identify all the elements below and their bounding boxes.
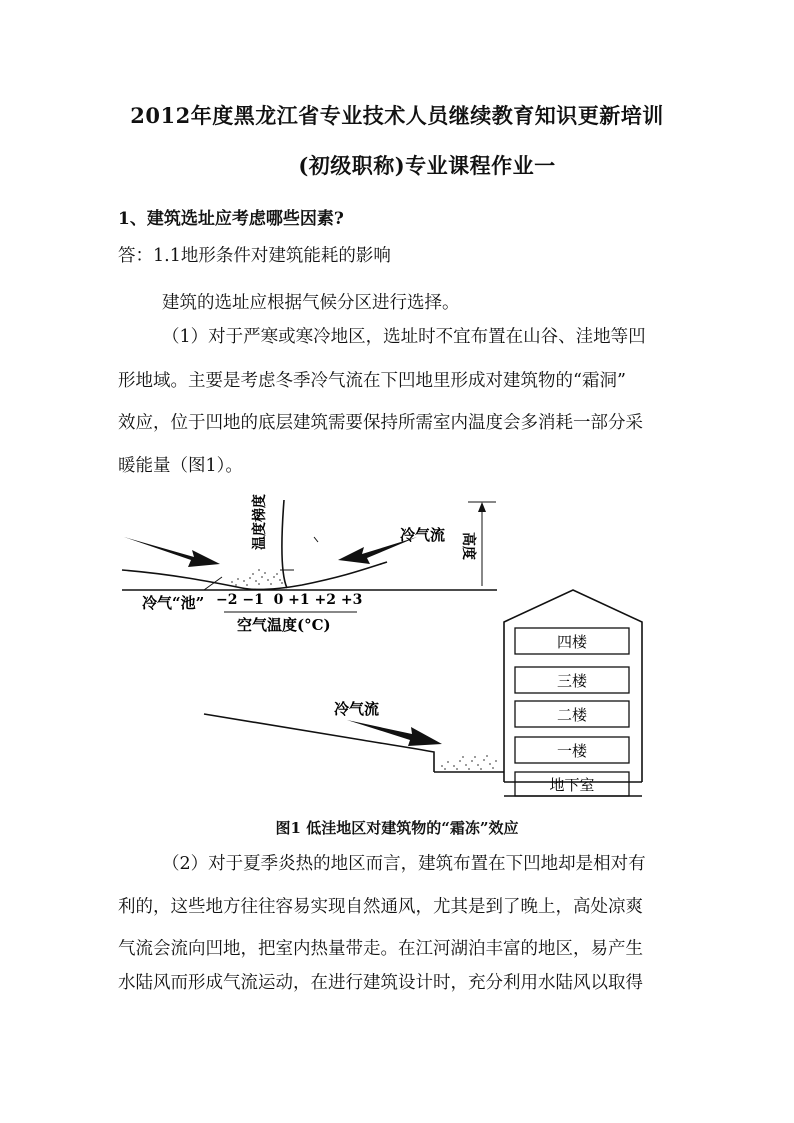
- paragraph-3-line-2: 利的，这些地方往往容易实现自然通风，尤其是到了晚上，高处凉爽: [118, 897, 643, 917]
- floor-1-label: 一楼: [556, 742, 588, 760]
- document-title-line1: 2012年度黑龙江省专业技术人员继续教育知识更新培训: [130, 103, 664, 128]
- basement-label: 地下室: [549, 776, 595, 794]
- question-heading: 1、建筑选址应考虑哪些因素?: [118, 209, 344, 229]
- cold-pool-label: 冷气“池”: [142, 594, 205, 612]
- paragraph-1: 建筑的选址应根据气候分区进行选择。: [162, 293, 460, 313]
- floor-2-label: 二楼: [556, 706, 588, 724]
- valley-diagram: [122, 494, 497, 634]
- paragraph-2-line-3: 效应，位于凹地的底层建筑需要保持所需室内温度会多消耗一部分采: [118, 413, 643, 433]
- cold-air-flow-top-label: 冷气流: [400, 526, 446, 544]
- document-title-line2: (初级职称)专业课程作业一: [298, 153, 556, 178]
- floor-3-label: 三楼: [556, 672, 588, 690]
- paragraph-3-line-3: 气流会流向凹地，把室内热量带走。在江河湖泊丰富的地区，易产生: [118, 939, 643, 959]
- paragraph-2-line-2: 形地域。主要是考虑冬季冷气流在下凹地里形成对建筑物的“霜洞”: [118, 371, 626, 391]
- temperature-ticks: −2 −1 0 +1 +2 +3: [216, 592, 363, 608]
- height-label: 高度: [460, 532, 476, 560]
- temp-gradient-label: 温度梯度: [252, 494, 268, 550]
- cold-pool-stipple: [231, 569, 283, 586]
- paragraph-2-line-1: （1）对于严寒或寒冷地区，选址时不宜布置在山谷、洼地等凹: [162, 327, 646, 347]
- cold-air-flow-bottom-label: 冷气流: [334, 700, 380, 718]
- cold-air-stipple: [441, 755, 497, 770]
- figure-caption: 图1 低洼地区对建筑物的“霜冻”效应: [275, 819, 519, 837]
- paragraph-2-line-4: 暖能量（图1）。: [118, 456, 243, 476]
- frost-effect-figure: [112, 482, 682, 812]
- air-temperature-label: 空气温度(°C): [237, 616, 331, 634]
- floor-4-label: 四楼: [556, 633, 588, 651]
- paragraph-3-line-4: 水陆风而形成气流运动，在进行建筑设计时，充分利用水陆风以取得: [118, 973, 643, 993]
- answer-heading: 答：1.1地形条件对建筑能耗的影响: [118, 246, 391, 266]
- paragraph-3-line-1: （2）对于夏季炎热的地区而言，建筑布置在下凹地却是相对有: [162, 854, 646, 874]
